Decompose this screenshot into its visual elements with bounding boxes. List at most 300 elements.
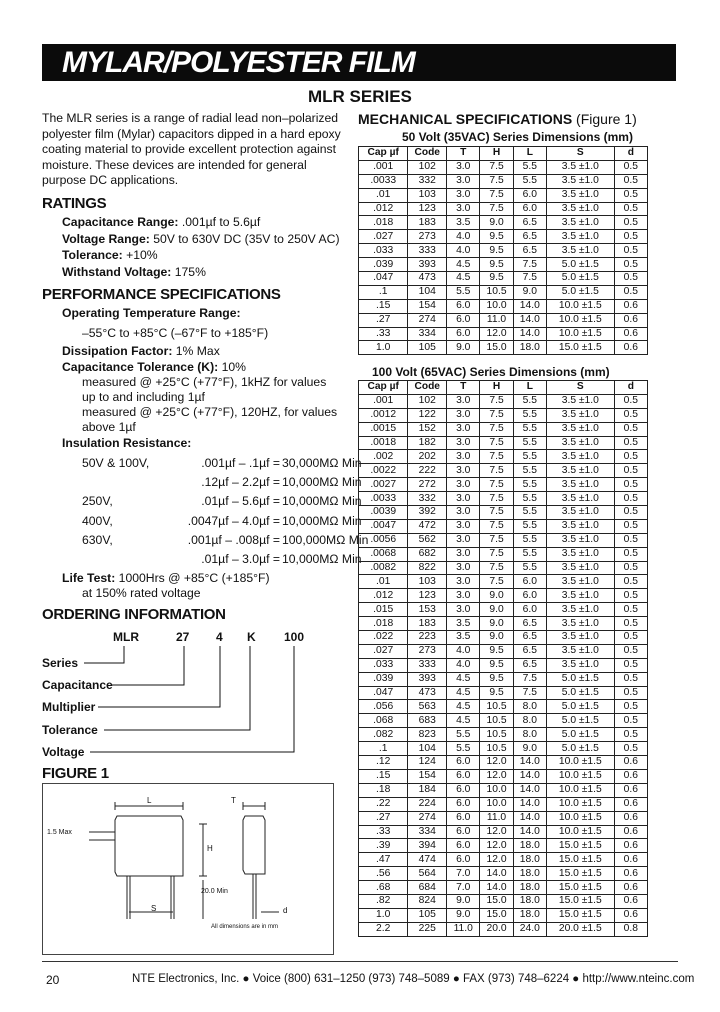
table-cell: .039 (359, 258, 408, 272)
table-cell: 0.6 (614, 881, 647, 895)
cap-tol-line (62, 360, 246, 374)
table-row (359, 313, 648, 327)
table-row (359, 464, 648, 478)
table-cell: 3.5 ±1.0 (546, 394, 614, 408)
table-cell: 0.6 (614, 327, 647, 341)
table-cell: .68 (359, 881, 408, 895)
insulation-resistance: 10,000MΩ Min (282, 513, 362, 528)
table-cell: 6.0 (447, 299, 480, 313)
table-cell: .27 (359, 811, 408, 825)
table-cell: 0.5 (614, 436, 647, 450)
table-row (359, 908, 648, 922)
insulation-voltage: 400V, (82, 513, 113, 528)
column-header: T (447, 147, 480, 161)
table-cell: 9.5 (480, 258, 513, 272)
table-cell: 684 (408, 881, 447, 895)
rating-label: Withstand Voltage: (62, 264, 172, 279)
table-cell: 274 (408, 811, 447, 825)
table-cell: 5.5 (513, 561, 546, 575)
mech-heading-figure: (Figure 1) (576, 111, 637, 127)
table-cell: 6.0 (447, 756, 480, 770)
table-cell: 10.5 (480, 714, 513, 728)
table-cell: 10.0 (480, 299, 513, 313)
table-cell: 10.5 (480, 285, 513, 299)
table-cell: 7.5 (480, 492, 513, 506)
table-cell: 3.0 (447, 561, 480, 575)
table-cell: 0.5 (614, 714, 647, 728)
table-row (359, 436, 648, 450)
table-cell: 6.0 (513, 575, 546, 589)
table-cell: 0.5 (614, 519, 647, 533)
table-cell: 0.5 (614, 644, 647, 658)
table-cell: 3.0 (447, 450, 480, 464)
table-cell: 0.5 (614, 728, 647, 742)
insulation-resistance: 30,000MΩ Min (282, 456, 362, 470)
table-cell: 3.0 (447, 436, 480, 450)
table-cell: 683 (408, 714, 447, 728)
table-cell: .018 (359, 216, 408, 230)
table-cell: 4.0 (447, 244, 480, 258)
table-row (359, 894, 648, 908)
insulation-resistance: 10,000MΩ Min (282, 494, 362, 509)
table1-title: 50 Volt (35VAC) Series Dimensions (mm) (402, 130, 633, 144)
table-cell: .33 (359, 825, 408, 839)
table-cell: 153 (408, 603, 447, 617)
column-header: L (513, 381, 546, 395)
table-cell: 3.5 (447, 216, 480, 230)
table-row (359, 658, 648, 672)
table-cell: 7.5 (513, 672, 546, 686)
table-cell: 8.0 (513, 700, 546, 714)
table-cell: 12.0 (480, 839, 513, 853)
table-cell: 6.0 (447, 783, 480, 797)
table-cell: 0.6 (614, 313, 647, 327)
table-row (359, 299, 648, 313)
table-cell: 122 (408, 408, 447, 422)
table-cell: .056 (359, 700, 408, 714)
table-cell: 3.0 (447, 160, 480, 174)
table-cell: 3.5 ±1.0 (546, 436, 614, 450)
life-label: Life Test: (62, 571, 116, 585)
table-cell: 3.5 ±1.0 (546, 561, 614, 575)
ratings-section (42, 195, 342, 279)
table-cell: 5.5 (513, 174, 546, 188)
column-header: d (614, 381, 647, 395)
table-row (359, 160, 648, 174)
ordering-label-series: Series (42, 656, 79, 670)
table-cell: 10.0 (480, 797, 513, 811)
table-cell: 20.0 ±1.5 (546, 922, 614, 936)
table-cell: 3.5 ±1.0 (546, 244, 614, 258)
rating-value: 175% (171, 264, 206, 279)
ordering-label-voltage: Voltage (42, 745, 85, 759)
table-cell: .1 (359, 285, 408, 299)
figure-1-drawing (42, 783, 334, 955)
table-cell: 6.5 (513, 617, 546, 631)
table-cell: 3.5 ±1.0 (546, 464, 614, 478)
table-cell: 334 (408, 825, 447, 839)
table-cell: 5.5 (513, 478, 546, 492)
table-cell: 393 (408, 258, 447, 272)
table-cell: .027 (359, 644, 408, 658)
table-cell: 0.5 (614, 272, 647, 286)
table-cell: 6.0 (447, 313, 480, 327)
insulation-resistance: 10,000MΩ Min (282, 552, 362, 566)
table-cell: 562 (408, 533, 447, 547)
footer-rule (42, 961, 678, 962)
table-cell: 3.0 (447, 188, 480, 202)
table-cell: 105 (408, 341, 447, 355)
table-row (359, 742, 648, 756)
ordering-code-capacitance: 27 (176, 630, 190, 644)
column-header: Cap µf (359, 381, 408, 395)
table-cell: 5.5 (447, 742, 480, 756)
table-cell: 9.5 (480, 644, 513, 658)
table-header-row (359, 147, 648, 161)
insulation-range: .01µf – 3.0µf = (201, 552, 280, 566)
table-cell: 333 (408, 658, 447, 672)
table-cell: 9.0 (447, 341, 480, 355)
page-number: 20 (46, 973, 60, 987)
table-cell: 18.0 (513, 867, 546, 881)
table-cell: 6.0 (447, 811, 480, 825)
table-row (359, 783, 648, 797)
table-cell: 0.5 (614, 492, 647, 506)
table-cell: 6.5 (513, 658, 546, 672)
table-cell: 5.0 ±1.5 (546, 272, 614, 286)
insulation-label: Insulation Resistance: (62, 436, 192, 450)
table-cell: 0.6 (614, 299, 647, 313)
column-header: S (546, 147, 614, 161)
table-cell: 0.5 (614, 394, 647, 408)
table-cell: 7.5 (480, 160, 513, 174)
table-cell: 10.0 ±1.5 (546, 811, 614, 825)
column-header: L (513, 147, 546, 161)
table-cell: 0.5 (614, 216, 647, 230)
table-cell: 18.0 (513, 908, 546, 922)
ordering-label-multiplier: Multiplier (42, 700, 96, 714)
table-row (359, 202, 648, 216)
table-cell: 10.0 ±1.5 (546, 783, 614, 797)
table-cell: 3.0 (447, 422, 480, 436)
table2-title: 100 Volt (65VAC) Series Dimensions (mm) (372, 365, 610, 379)
table-cell: 14.0 (513, 811, 546, 825)
table-cell: 183 (408, 617, 447, 631)
table-cell: 24.0 (513, 922, 546, 936)
ordering-connector-lines (42, 630, 342, 778)
table-cell: .0047 (359, 519, 408, 533)
table-cell: .047 (359, 686, 408, 700)
page-title: MYLAR/POLYESTER FILM (62, 46, 415, 79)
table-cell: 0.5 (614, 258, 647, 272)
table-cell: 0.6 (614, 341, 647, 355)
table-row (359, 811, 648, 825)
table-cell: 14.0 (513, 769, 546, 783)
table-cell: 0.6 (614, 811, 647, 825)
column-header: d (614, 147, 647, 161)
table-cell: .082 (359, 728, 408, 742)
table-cell: 15.0 ±1.5 (546, 853, 614, 867)
table-cell: 3.5 ±1.0 (546, 631, 614, 645)
column-header: H (480, 147, 513, 161)
table-cell: 18.0 (513, 894, 546, 908)
table-cell: 332 (408, 492, 447, 506)
table-cell: .01 (359, 575, 408, 589)
mech-heading-line (358, 111, 637, 127)
table-cell: .0018 (359, 436, 408, 450)
table-cell: 12.0 (480, 853, 513, 867)
table-cell: .018 (359, 617, 408, 631)
table-cell: 5.5 (513, 533, 546, 547)
rating-item (62, 248, 158, 262)
table-cell: 682 (408, 547, 447, 561)
table-cell: 3.0 (447, 589, 480, 603)
table-cell: 105 (408, 908, 447, 922)
table-cell: 3.5 ±1.0 (546, 492, 614, 506)
cap-tol-line-2: up to and including 1µf (82, 390, 205, 404)
op-temp-value: –55°C to +85°C (–67°F to +185°F) (82, 326, 269, 340)
table-row (359, 589, 648, 603)
table-row (359, 714, 648, 728)
table-cell: 3.5 ±1.0 (546, 160, 614, 174)
table-cell: 9.0 (513, 285, 546, 299)
table-cell: 6.0 (447, 853, 480, 867)
table-cell: 3.0 (447, 547, 480, 561)
table-cell: 823 (408, 728, 447, 742)
table-row (359, 408, 648, 422)
figure-label-min: 20.0 Min (201, 888, 228, 895)
table-cell: 0.5 (614, 464, 647, 478)
table-cell: 4.5 (447, 686, 480, 700)
table-row (359, 839, 648, 853)
table-cell: .27 (359, 313, 408, 327)
intro-paragraph: The MLR series is a range of radial lead non–polarized polyester film (Mylar) capacitors dipped in a hard epoxy coating material to provide excellent protection against moisture. These devices are intended for general purpose DC applications. (42, 111, 341, 188)
table-cell: 5.5 (447, 728, 480, 742)
figure-heading: FIGURE 1 (42, 765, 109, 782)
table-cell: 563 (408, 700, 447, 714)
table-cell: 7.5 (480, 547, 513, 561)
table-cell: .033 (359, 244, 408, 258)
table-cell: 0.6 (614, 756, 647, 770)
table-cell: 0.5 (614, 603, 647, 617)
table-cell: 6.0 (513, 603, 546, 617)
table-cell: .15 (359, 769, 408, 783)
table-cell: 9.5 (480, 672, 513, 686)
insulation-voltage: 50V & 100V, (82, 456, 150, 470)
table-cell: 7.5 (513, 272, 546, 286)
table-row (359, 341, 648, 355)
table-cell: 3.5 ±1.0 (546, 408, 614, 422)
table-cell: 3.0 (447, 492, 480, 506)
table-cell: 7.5 (480, 408, 513, 422)
table-cell: 4.0 (447, 658, 480, 672)
table-cell: 0.6 (614, 867, 647, 881)
table-cell: 15.0 ±1.5 (546, 908, 614, 922)
table-cell: 3.0 (447, 202, 480, 216)
table-cell: 4.5 (447, 258, 480, 272)
table-cell: 0.6 (614, 839, 647, 853)
column-header: Cap µf (359, 147, 408, 161)
figure-label-S: S (151, 904, 157, 913)
table-cell: 7.5 (513, 686, 546, 700)
table-cell: 7.5 (480, 506, 513, 520)
table-row (359, 756, 648, 770)
table-cell: 0.5 (614, 285, 647, 299)
rating-item (62, 232, 340, 246)
table-cell: 14.0 (513, 825, 546, 839)
table-cell: 7.5 (480, 436, 513, 450)
table-row (359, 272, 648, 286)
table-cell: 3.5 ±1.0 (546, 533, 614, 547)
table-cell: 104 (408, 742, 447, 756)
table-cell: 11.0 (480, 313, 513, 327)
table-cell: 8.0 (513, 728, 546, 742)
table-cell: 12.0 (480, 756, 513, 770)
table-cell: 0.6 (614, 825, 647, 839)
table-cell: 0.5 (614, 589, 647, 603)
table-cell: 15.0 (480, 908, 513, 922)
table-cell: 333 (408, 244, 447, 258)
table-cell: 3.0 (447, 394, 480, 408)
table-cell: 14.0 (513, 783, 546, 797)
table-cell: 3.0 (447, 575, 480, 589)
table-cell: 18.0 (513, 853, 546, 867)
table-cell: 3.0 (447, 603, 480, 617)
table-cell: 182 (408, 436, 447, 450)
table-cell: .0033 (359, 492, 408, 506)
table-cell: .012 (359, 589, 408, 603)
table-cell: 12.0 (480, 327, 513, 341)
table-row (359, 244, 648, 258)
table-cell: 6.0 (447, 769, 480, 783)
ordering-label-tolerance: Tolerance (42, 723, 98, 737)
table-cell: 10.5 (480, 700, 513, 714)
table-row (359, 728, 648, 742)
table-row (359, 394, 648, 408)
table-cell: 15.0 ±1.5 (546, 867, 614, 881)
life-line-2: at 150% rated voltage (82, 586, 201, 600)
table-cell: 7.0 (447, 867, 480, 881)
table-cell: 5.5 (513, 492, 546, 506)
table-cell: 15.0 ±1.5 (546, 894, 614, 908)
table-cell: .01 (359, 188, 408, 202)
table-cell: .15 (359, 299, 408, 313)
table-cell: 14.0 (480, 867, 513, 881)
table-cell: 0.5 (614, 244, 647, 258)
left-column (42, 111, 369, 930)
table-cell: 5.0 ±1.5 (546, 285, 614, 299)
table-cell: 10.0 ±1.5 (546, 299, 614, 313)
table-row (359, 327, 648, 341)
table-row (359, 450, 648, 464)
table-cell: 12.0 (480, 825, 513, 839)
table-cell: 6.5 (513, 216, 546, 230)
table-cell: 0.5 (614, 575, 647, 589)
column-header: H (480, 381, 513, 395)
table-cell: 3.0 (447, 519, 480, 533)
table-row (359, 686, 648, 700)
table-row (359, 881, 648, 895)
table-cell: 3.0 (447, 464, 480, 478)
column-header: T (447, 381, 480, 395)
table-cell: 392 (408, 506, 447, 520)
life-value: 1000Hrs @ +85°C (+185°F) (115, 571, 270, 585)
table-cell: .039 (359, 672, 408, 686)
table-cell: 6.0 (447, 839, 480, 853)
table-cell: 6.0 (447, 797, 480, 811)
mech-heading: MECHANICAL SPECIFICATIONS (358, 111, 573, 127)
table-row (359, 422, 648, 436)
series-title: MLR SERIES (308, 87, 412, 106)
table-cell: 3.5 ±1.0 (546, 188, 614, 202)
table-cell: 9.0 (480, 589, 513, 603)
table-cell: 5.5 (513, 394, 546, 408)
table-cell: 7.5 (480, 394, 513, 408)
table-cell: .015 (359, 603, 408, 617)
table-cell: 14.0 (513, 756, 546, 770)
table-cell: 3.5 ±1.0 (546, 202, 614, 216)
table-cell: 3.5 (447, 631, 480, 645)
capacitor-outline (43, 784, 333, 934)
table-cell: 3.5 ±1.0 (546, 230, 614, 244)
table-cell: 9.0 (447, 894, 480, 908)
table-cell: 3.0 (447, 408, 480, 422)
table-cell: 5.5 (513, 160, 546, 174)
table-row (359, 631, 648, 645)
table-cell: 7.5 (513, 258, 546, 272)
table-cell: 6.0 (513, 202, 546, 216)
table-cell: 10.5 (480, 728, 513, 742)
cap-tol-line-4: above 1µf (82, 420, 136, 434)
insulation-range: .01µf – 5.6µf = (201, 494, 280, 509)
table-cell: 473 (408, 686, 447, 700)
column-header: Code (408, 381, 447, 395)
table-cell: 3.5 ±1.0 (546, 519, 614, 533)
table-cell: 0.5 (614, 230, 647, 244)
table-cell: 0.5 (614, 188, 647, 202)
table-cell: 9.5 (480, 658, 513, 672)
insulation-resistance: 10,000MΩ Min (282, 475, 362, 490)
table-cell: 4.0 (447, 230, 480, 244)
table-cell: 11.0 (447, 922, 480, 936)
table-cell: 4.5 (447, 714, 480, 728)
table-row (359, 258, 648, 272)
table-cell: 3.0 (447, 478, 480, 492)
rating-label: Tolerance: (62, 248, 123, 262)
table-cell: 3.5 ±1.0 (546, 603, 614, 617)
table-cell: 9.5 (480, 244, 513, 258)
table-cell: 472 (408, 519, 447, 533)
table-cell: 0.6 (614, 894, 647, 908)
op-temp-label: Operating Temperature Range: (62, 306, 241, 320)
table-cell: 4.5 (447, 672, 480, 686)
table-cell: 2.2 (359, 922, 408, 936)
title-banner (42, 44, 676, 81)
table-cell: 3.0 (447, 506, 480, 520)
table-cell: .0068 (359, 547, 408, 561)
table-cell: .1 (359, 742, 408, 756)
insulation-range: .12µf – 2.2µf = (201, 475, 280, 490)
table-row (359, 216, 648, 230)
table-cell: 0.5 (614, 533, 647, 547)
table-cell: 1.0 (359, 341, 408, 355)
rating-value: 50V to 630V DC (35V to 250V AC) (149, 231, 340, 246)
table-cell: 9.0 (480, 603, 513, 617)
table-cell: .0012 (359, 408, 408, 422)
table-cell: 0.5 (614, 658, 647, 672)
table-cell: 4.5 (447, 272, 480, 286)
table-cell: 0.8 (614, 922, 647, 936)
